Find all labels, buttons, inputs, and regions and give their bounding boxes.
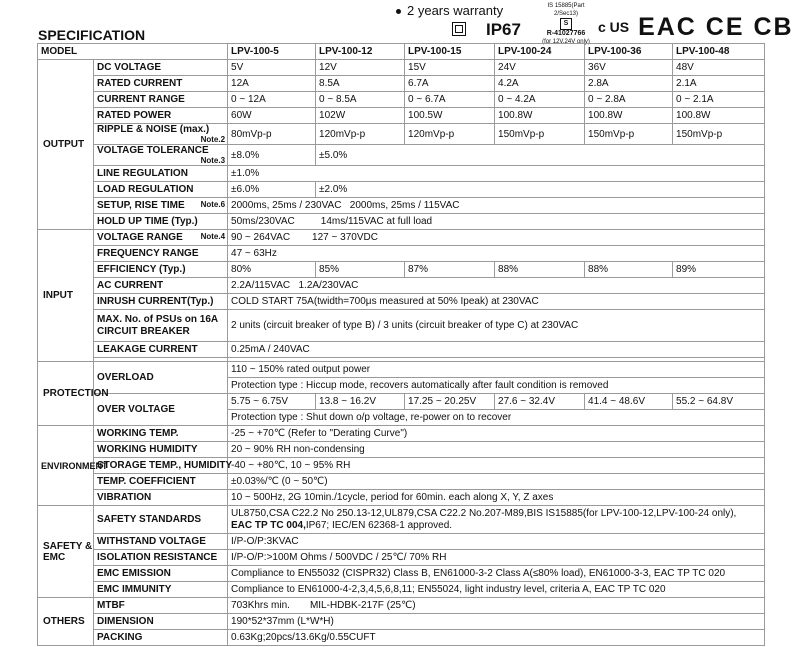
cell: 110 ~ 150% rated output power	[228, 362, 765, 378]
label-text: VOLTAGE TOLERANCE	[97, 145, 209, 156]
output-voltage-tolerance-row	[38, 145, 765, 166]
note-ref: Note.6	[200, 200, 226, 209]
warranty-text	[396, 3, 503, 18]
cell: 120mVp-p	[316, 124, 405, 145]
output-setup-row	[38, 198, 765, 214]
protection-overvoltage-row-1	[38, 394, 765, 410]
env-row	[38, 490, 765, 506]
output-load-regulation-row	[38, 182, 765, 198]
row-label: ISOLATION RESISTANCE	[94, 550, 228, 566]
row-label: VIBRATION	[94, 490, 228, 506]
row-label: WORKING HUMIDITY	[94, 442, 228, 458]
cell: 100.8W	[495, 108, 585, 124]
row-label: INRUSH CURRENT(Typ.)	[94, 294, 228, 310]
category-protection: PROTECTION	[38, 362, 94, 426]
cell: ±5.0%	[316, 145, 765, 166]
cell: 10 ~ 500Hz, 2G 10min./1cycle, period for 60min. each along X, Y, Z axes	[228, 490, 765, 506]
ip-rating: IP67	[486, 20, 521, 39]
cell: 5V	[228, 60, 316, 76]
cell: ±2.0%	[316, 182, 765, 198]
cell: 2 units (circuit breaker of type B) / 3 units (circuit breaker of type C) at 230VAC	[228, 310, 765, 342]
cell: 60W	[228, 108, 316, 124]
bis-standard: IS 15885(Part 2/Sec13)	[547, 3, 585, 17]
eac-ce-cb-marks: EAC CE CB	[638, 13, 794, 41]
cell: 12A	[228, 76, 316, 92]
row-label	[94, 230, 228, 246]
row-label: HOLD UP TIME (Typ.)	[94, 214, 228, 230]
row-label: EMC IMMUNITY	[94, 582, 228, 598]
note-ref: Note.2	[200, 135, 226, 144]
bis-logo-icon: S	[560, 18, 572, 30]
model-label: MODEL	[38, 44, 228, 60]
cell: Protection type : Shut down o/p voltage, re-power on to recover	[228, 410, 765, 426]
cell: 150mVp-p	[585, 124, 673, 145]
note-ref: Note.4	[200, 232, 226, 241]
category-input: INPUT	[38, 230, 94, 362]
cell: 15V	[405, 60, 495, 76]
row-label: MAX. No. of PSUs on 16A CIRCUIT BREAKER	[94, 310, 228, 342]
cell: 100.5W	[405, 108, 495, 124]
cell: 89%	[673, 262, 765, 278]
label-text: VOLTAGE RANGE	[97, 232, 183, 243]
row-label	[94, 124, 228, 145]
category-line: SAFETY &	[43, 540, 93, 552]
cell: 2.1A	[673, 76, 765, 92]
certification-marks	[598, 13, 794, 42]
model-name: LPV-100-48	[673, 44, 765, 60]
cell: 12V	[316, 60, 405, 76]
cell: 36V	[585, 60, 673, 76]
bis-registration: R-41027766	[546, 30, 586, 37]
spec-title: SPECIFICATION	[38, 27, 146, 43]
cell: 85%	[316, 262, 405, 278]
model-name: LPV-100-5	[228, 44, 316, 60]
value-230: 1.2A/230VAC	[298, 280, 359, 291]
cell: Compliance to EN61000-4-2,3,4,5,6,8,11; EN55024, light industry level, criteria A, EAC TP TC 020	[228, 582, 765, 598]
category-line: EMC	[43, 551, 66, 563]
cell: 150mVp-p	[495, 124, 585, 145]
value-230: 50ms/230VAC	[231, 216, 295, 227]
row-label	[94, 145, 228, 166]
cell: COLD START 75A(twidth=700μs measured at 50% Ipeak) at 230VAC	[228, 294, 765, 310]
cell	[228, 214, 765, 230]
category-output: OUTPUT	[38, 60, 94, 230]
others-mtbf-row	[38, 598, 765, 614]
safety-row	[38, 550, 765, 566]
cell	[228, 230, 765, 246]
cell: 41.4 ~ 48.6V	[585, 394, 673, 410]
cell: 8.5A	[316, 76, 405, 92]
cell: ±1.0%	[228, 166, 765, 182]
row-label: DIMENSION	[94, 614, 228, 630]
cell: 190*52*37mm (L*W*H)	[228, 614, 765, 630]
cell: 27.6 ~ 32.4V	[495, 394, 585, 410]
cell: ±8.0%	[228, 145, 316, 166]
output-rated-power-row	[38, 108, 765, 124]
label-text: SETUP, RISE TIME	[97, 200, 185, 211]
row-label: WORKING TEMP.	[94, 426, 228, 442]
row-label: RATED POWER	[94, 108, 228, 124]
cell: 24V	[495, 60, 585, 76]
cell: 0 ~ 6.7A	[405, 92, 495, 108]
standards-eac: EAC TP TC 004,	[231, 519, 306, 531]
value-115: 14ms/115VAC at full load	[320, 216, 433, 227]
row-label: LOAD REGULATION	[94, 182, 228, 198]
cell: 87%	[405, 262, 495, 278]
label-text: RIPPLE & NOISE (max.)	[97, 124, 210, 135]
cell: 0 ~ 4.2A	[495, 92, 585, 108]
output-dc-voltage-row	[38, 60, 765, 76]
cell: 100.8W	[585, 108, 673, 124]
cell: I/P-O/P:>100M Ohms / 500VDC / 25℃/ 70% RH	[228, 550, 765, 566]
category-others: OTHERS	[38, 598, 94, 646]
cell: I/P-O/P:3KVAC	[228, 534, 765, 550]
others-packing-row	[38, 630, 765, 646]
category-environment: ENVIRONMENT	[38, 426, 94, 506]
cell	[228, 506, 765, 534]
row-label: AC CURRENT	[94, 278, 228, 294]
row-label	[94, 198, 228, 214]
safety-row	[38, 534, 765, 550]
ul-mark-icon: c US	[598, 19, 630, 35]
cell: Protection type : Hiccup mode, recovers automatically after fault condition is removed	[228, 378, 765, 394]
cell: 100.8W	[673, 108, 765, 124]
note-ref: Note.3	[200, 156, 226, 165]
cell: 17.25 ~ 20.25V	[405, 394, 495, 410]
cell	[228, 278, 765, 294]
value-dc: 127 ~ 370VDC	[312, 232, 378, 243]
row-label: CURRENT RANGE	[94, 92, 228, 108]
cell: 6.7A	[405, 76, 495, 92]
cell: 5.75 ~ 6.75V	[228, 394, 316, 410]
cell: 13.8 ~ 16.2V	[316, 394, 405, 410]
cell	[228, 198, 765, 214]
env-row	[38, 426, 765, 442]
model-name: LPV-100-24	[495, 44, 585, 60]
bullet-icon	[396, 9, 401, 14]
value-115: 2.2A/115VAC	[231, 280, 291, 291]
output-current-range-row	[38, 92, 765, 108]
value-230: 2000ms, 25ms / 230VAC	[231, 200, 342, 211]
row-label: SAFETY STANDARDS	[94, 506, 228, 534]
output-holdup-row	[38, 214, 765, 230]
output-rated-current-row	[38, 76, 765, 92]
value-ac: 90 ~ 264VAC	[231, 232, 291, 243]
row-label: EMC EMISSION	[94, 566, 228, 582]
row-label: WITHSTAND VOLTAGE	[94, 534, 228, 550]
env-row	[38, 474, 765, 490]
input-frequency-row	[38, 246, 765, 262]
safety-row	[38, 566, 765, 582]
safety-standards-row	[38, 506, 765, 534]
cell: -25 ~ +70℃ (Refer to "Derating Curve")	[228, 426, 765, 442]
mtbf-standard: MIL-HDBK-217F (25℃)	[309, 600, 416, 611]
cell: 0 ~ 8.5A	[316, 92, 405, 108]
model-name: LPV-100-15	[405, 44, 495, 60]
row-label: LEAKAGE CURRENT	[94, 342, 228, 358]
env-row	[38, 458, 765, 474]
safety-row	[38, 582, 765, 598]
input-ac-current-row	[38, 278, 765, 294]
category-safety-emc	[38, 506, 94, 598]
row-label: FREQUENCY RANGE	[94, 246, 228, 262]
row-label: PACKING	[94, 630, 228, 646]
cell: 0 ~ 12A	[228, 92, 316, 108]
row-label: STORAGE TEMP., HUMIDITY	[94, 458, 228, 474]
standards-line: IP67; IEC/EN 62368-1 approved.	[305, 519, 453, 531]
cell: 47 ~ 63Hz	[228, 246, 765, 262]
cell: -40 ~ +80℃, 10 ~ 95% RH	[228, 458, 765, 474]
cell	[228, 598, 765, 614]
cell: 88%	[585, 262, 673, 278]
mtbf-value: 703Khrs min.	[231, 600, 290, 611]
cell: Compliance to EN55032 (CISPR32) Class B, EN61000-3-2 Class A(≤80% load), EN61000-3-3, EAC TP TC 020	[228, 566, 765, 582]
cell: 80%	[228, 262, 316, 278]
cell: 20 ~ 90% RH non-condensing	[228, 442, 765, 458]
cell: 0.63Kg;20pcs/13.6Kg/0.55CUFT	[228, 630, 765, 646]
cell: 150mVp-p	[673, 124, 765, 145]
output-line-regulation-row	[38, 166, 765, 182]
cell: 4.2A	[495, 76, 585, 92]
specification-table	[37, 43, 765, 646]
model-name: LPV-100-36	[585, 44, 673, 60]
cell: ±6.0%	[228, 182, 316, 198]
cell: 0 ~ 2.1A	[673, 92, 765, 108]
protection-overload-row-1	[38, 362, 765, 378]
input-max-psu-row	[38, 310, 765, 342]
row-label: MTBF	[94, 598, 228, 614]
model-row	[38, 44, 765, 60]
others-dimension-row	[38, 614, 765, 630]
cell: 88%	[495, 262, 585, 278]
env-row	[38, 442, 765, 458]
value-115: 2000ms, 25ms / 115VAC	[349, 200, 460, 211]
standards-line: UL8750,CSA C22.2 No 250.13-12,UL879,CSA C22.2 No.207-M89,BIS IS15885(for LPV-100-12,LPV-100-24 only),	[231, 507, 737, 519]
row-label: TEMP. COEFFICIENT	[94, 474, 228, 490]
cell: 48V	[673, 60, 765, 76]
input-voltage-range-row	[38, 230, 765, 246]
cell: 0.25mA / 240VAC	[228, 342, 765, 358]
cell: ±0.03%/℃ (0 ~ 50℃)	[228, 474, 765, 490]
cell: 120mVp-p	[405, 124, 495, 145]
cell: 0 ~ 2.8A	[585, 92, 673, 108]
bis-note: (for 12V,24V only)	[542, 39, 590, 45]
input-efficiency-row	[38, 262, 765, 278]
row-label: DC VOLTAGE	[94, 60, 228, 76]
cell: 102W	[316, 108, 405, 124]
row-label: LINE REGULATION	[94, 166, 228, 182]
row-label: OVER VOLTAGE	[94, 394, 228, 426]
warranty-label: 2 years warranty	[407, 3, 504, 18]
input-inrush-row	[38, 294, 765, 310]
double-insulation-icon	[452, 22, 466, 36]
cell: 55.2 ~ 64.8V	[673, 394, 765, 410]
cell: 2.8A	[585, 76, 673, 92]
input-leakage-row	[38, 342, 765, 358]
row-label: OVERLOAD	[94, 362, 228, 394]
row-label: RATED CURRENT	[94, 76, 228, 92]
output-ripple-row	[38, 124, 765, 145]
cell: 80mVp-p	[228, 124, 316, 145]
model-name: LPV-100-12	[316, 44, 405, 60]
bis-mark	[537, 2, 595, 46]
row-label: EFFICIENCY (Typ.)	[94, 262, 228, 278]
